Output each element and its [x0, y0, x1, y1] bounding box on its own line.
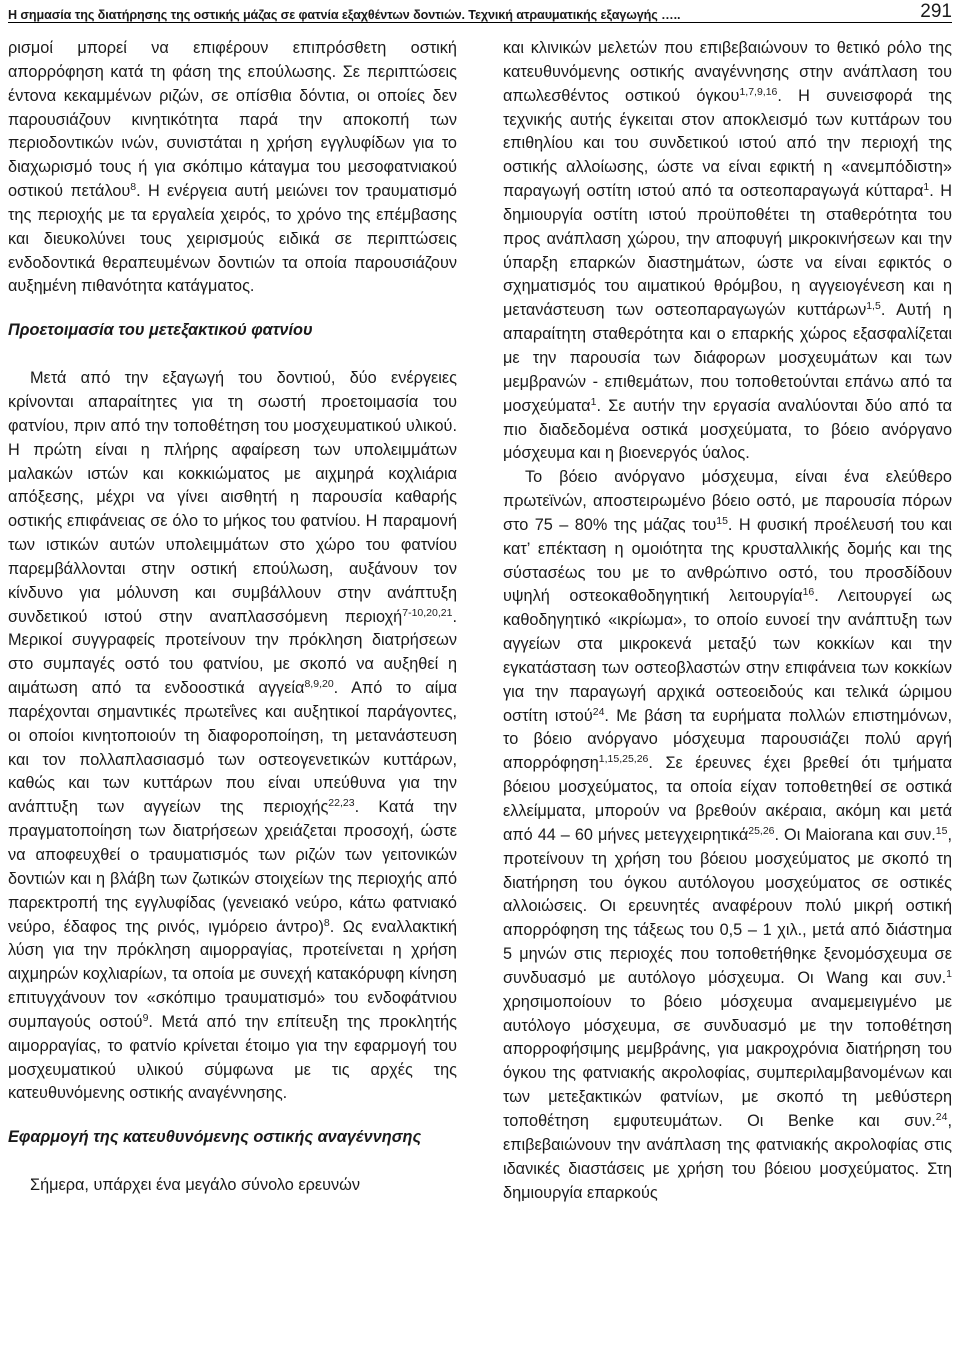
two-column-body — [8, 37, 952, 1205]
paragraph: και κλινικών μελετών που επιβεβαιώνουν το θετικό ρόλο της κατευθυνόμενης οστικής αναγέννησης στην ανάπλαση του απωλεσθέντος οστικού όγκου$^{1,7,9,16}$. Η συνεισφορά της τεχνικής αυτής έγκειται στον αποκλεισμό των κυττάρων του επιθηλίου και του συνδετικού ιστού από την περιοχή της οστικής αλλοίωσης, ώστε να είναι εφικτή η «ανεμπόδιστη» παραγωγή οστίτη ιστού από τα οστεοπαραγωγά κύτταρα$^1$. Η δημιουργία οστίτη ιστού προϋποθέτει τη σταθερότητα του προς ανάπλαση χώρου, την αποφυγή μικροκινήσεων και την ύπαρξη επαρκών διαστημάτων, ώστε να είναι εφικτός ο σχηματισμός του αιματικού θρόμβου, η αγγειογένεση και η μετανάστευση των οστεοπαραγωγών κυττάρων$^{1,5}$. Αυτή η απαραίτητη σταθερότητα και ο επαρκής χώρος εξασφαλίζεται με την παρουσία των διάφορων μοσχευμάτων και των μεμβρανών - επιθεμάτων, που τοποθετούνται επάνω από τα μοσχεύματα$^1$. Σε αυτήν την εργασία αναλύονται δύο από τα πιο διαδεδομένα οστικά μοσχεύματα, το βόειο ανόργανο μόσχευμα και η βιοενεργός ύαλος. — [503, 39, 952, 463]
citation-superscript: 8 — [130, 181, 137, 194]
paragraph: Το βόειο ανόργανο μόσχευμα, είναι ένα ελεύθερο πρωτεϊνών, αποστειρωμένο βόειο οστό, με παρουσία πόρων στο 75 – 80% της μάζας του$^{15}$. Η φυσική προέλευσή του και κατ’ επέκταση η ομοιότητα της κρυσταλλικής δομής και της σύστασέως του με το ανθρώπινο οστό, του προσδίδουν υψηλή οστεοκαθοδηγητική λειτουργία$^{16}$. Λειτουργεί ως καθοδηγητικό «ικρίωμα», το οποίο ευνοεί την ανάπτυξη των αγγείων στα μικροκενά μεταξύ των κοκκίων και την εγκατάσταση των οστεοβλαστών στην επιφάνεια των κοκκίων για την παραγωγή αρχικά οστεοειδούς και τελικά ώριμου οστίτη ιστού$^{24}$. Με βάση τα ευρήματα πολλών επιστημόνων, το βόειο ανόργανο μόσχευμα παρουσιάζει πολύ αργή απορρόφηση$^{1,15,25,26}$. Σε έρευνες έχει βρεθεί ότι τμήματα βόειου μοσχεύματος, τα οποία είχαν τοποθετηθεί σε οστικά ελλείμματα, μπορούν να βρεθούν ακέραια, ακόμη και μετά από 44 – 60 μήνες μετεγχειρητικά$^{25,26}$. Οι Maiorana και συν.$^{15}$, προτείνουν τη χρήση του βόειου μοσχεύματος με σκοπό τη διατήρηση του όγκου αυτόλογου μοσχεύματος σε οστικές αλλοιώσεις. Οι ερευνητές αναφέρουν πολύ μικρή οστική απορρόφηση της τάξεως του 0,5 – 1 χιλ., μετά από διάστημα 5 μηνών στις περιοχές που τοποθετήθηκε ξενομόσχευμα σε συνδυασμό με αυτόλογο μόσχευμα. Οι Wang και συν.$^1$ χρησιμοποίουν το βόειο μόσχευμα αναμεμειγμένο με αυτόλογο μόσχευμα, σε συνδυασμό με την τοποθέτηση απορροφήσιμης μεμβράνης, για μακροχρόνια διατήρηση του όγκου της φατνιακής ακρολοφίας, συμπεριλαμβανομένων και των μετεξακτικών φατνίων, με σκοπό τη μεθύστερη τοποθέτηση εμφυτευμάτων. Οι Benke και συν.$^{24}$, επιβεβαιώνουν την ανάπλαση της φατνιακής ακρολοφίας στις ιδανικές διαστάσεις με χρήση του βόειου μοσχεύματος. Στη δημιουργία επαρκούς — [503, 468, 952, 1202]
citation-superscript: 24 — [935, 1110, 948, 1123]
citation-superscript: 25,26 — [748, 824, 775, 837]
citation-superscript: 7-10,20,21 — [402, 606, 453, 619]
citation-superscript: 15 — [716, 514, 728, 527]
section-heading: Προετοιμασία του μετεξακτικού φατνίου — [8, 321, 313, 340]
citation-superscript: 1,15,25,26 — [598, 753, 649, 766]
citation-superscript: 1 — [590, 395, 597, 408]
citation-superscript: 8 — [323, 916, 330, 929]
paragraph: Σήμερα, υπάρχει ένα μεγάλο σύνολο ερευνών — [30, 1176, 360, 1195]
citation-superscript: 15 — [935, 824, 948, 837]
citation-superscript: 9 — [142, 1011, 149, 1024]
running-header — [8, 0, 952, 23]
running-title: Η σημασία της διατήρησης της οστικής μάζας σε φατνία εξαχθέντων δοντιών. Τεχνική ατραυματικής εξαγωγής ….. — [8, 8, 681, 22]
citation-superscript: 24 — [592, 705, 605, 718]
citation-superscript: 8,9,20 — [304, 678, 334, 691]
section-heading: Εφαρμογή της κατευθυνόμενης οστικής αναγέννησης — [8, 1128, 422, 1147]
paragraph: ρισμοί μπορεί να επιφέρουν επιπρόσθετη οστική απορρόφηση κατά τη φάση της επούλωσης. Σε περιπτώσεις έντονα κεκαμμένων ριζών, σε οπίσθια δόντια, οι οποίες δεν παρουσιάζουν κινητικότητα παρά την αποκοπή των περιοδοντικών ινών, συνιστάται η χρήση εγγλυφίδων για το διαχωρισμό τους ή για σκόπιμο κάταγμα του μεσοφατνιακού οστικού πετάλου$^8$. Η ενέργεια αυτή μειώνει τον τραυματισμό της περιοχής με τα εργαλεία χειρός, το χρόνο της επέμβασης και διευκολύνει τους χειρισμούς ειδικά σε περιπτώσεις ενδοδοντικά θεραπευμένων δοντιών τα οποία παρουσιάζουν αυξημένη πιθανότητα κατάγματος. — [8, 39, 457, 296]
left-column — [8, 37, 457, 1205]
paragraph: Μετά από την εξαγωγή του δοντιού, δύο ενέργειες κρίνονται απαραίτητες για τη σωστή προετοιμασία του φατνίου, πριν από την τοποθέτηση του μοσχευματικού υλικού. Η πρώτη είναι η πλήρης αφαίρεση των υπολειμμάτων μαλακών ιστών και κοκκιώματος με αιχμηρά κοχλιάρια απόξεσης, μέχρι να γίνει αισθητή η παρουσία καθαρής οστικής επιφάνειας σε όλο το μήκος του φατνίου. Η παραμονή των ιστικών αυτών υπολειμμάτων στο χώρο του φατνίου παρεμβάλλονται στην οστική επούλωση, αυξάνουν τον κίνδυνο για μόλυνση και συμβάλλουν στην ανάπτυξη συνδετικού ιστού στην αναπλασσόμενη περιοχή$^{7-10,20,21}$. Μερικοί συγγραφείς προτείνουν την πρόκληση διατρήσεων στο συμπαγές οστό του φατνίου, με σκοπό να αυξηθεί η αιμάτωση από τα ενδοοστικά αγγεία$^{8,9,20}$. Από το αίμα παρέχονται σημαντικές πρωτεΐνες και αυξητικοί παράγοντες, οι οποίοι κινητοποιούν τη διαφοροποίηση, τη μετανάστευση και τον πολλαπλασιασμό των οστεογενετικών κυττάρων, καθώς και των κυττάρων που είναι υπεύθυνα για την ανάπτυξη των αγγείων της περιοχής$^{22,23}$. Κατά την πραγματοποίηση των διατρήσεων χρειάζεται προσοχή, ώστε να αποφευχθεί ο τραυματισμός των ριζών των γειτονικών δοντιών και η βλάβη των ζωτικών στοιχείων της περιοχής από παρεκτροπή της εγγλυφίδας (γενειακό νεύρο, κάτω φατνιακό νεύρο, έδαφος της ρινός, ιγμόρειο άντρο)$^8$. Ως εναλλακτική λύση για την πρόκληση αιμορραγίας, προτείνεται η χρήση αιχμηρών κοχλιαρίων, τα οποία με συνεχή κατακόρυφη κίνηση επιτυγχάνουν τον «σκόπιμο τραυματισμό» του ενδοφάτνιου συμπαγούς οστού$^9$. Μετά από την επίτευξη της προκλητής αιμορραγίας, το φατνίο κρίνεται έτοιμο για την εφαρμογή του μοσχευματικού υλικού σύμφωνα με τις αρχές της κατευθυνόμενης οστικής αναγέννησης. — [8, 369, 458, 1103]
citation-superscript: 1,7,9,16 — [739, 85, 778, 98]
citation-superscript: 1,5 — [866, 300, 881, 313]
right-column — [503, 37, 952, 1205]
citation-superscript: 1 — [923, 181, 930, 194]
citation-superscript: 22,23 — [328, 797, 355, 810]
page-number: 291 — [920, 1, 952, 22]
citation-superscript: 16 — [802, 586, 815, 599]
citation-superscript: 1 — [946, 967, 952, 980]
